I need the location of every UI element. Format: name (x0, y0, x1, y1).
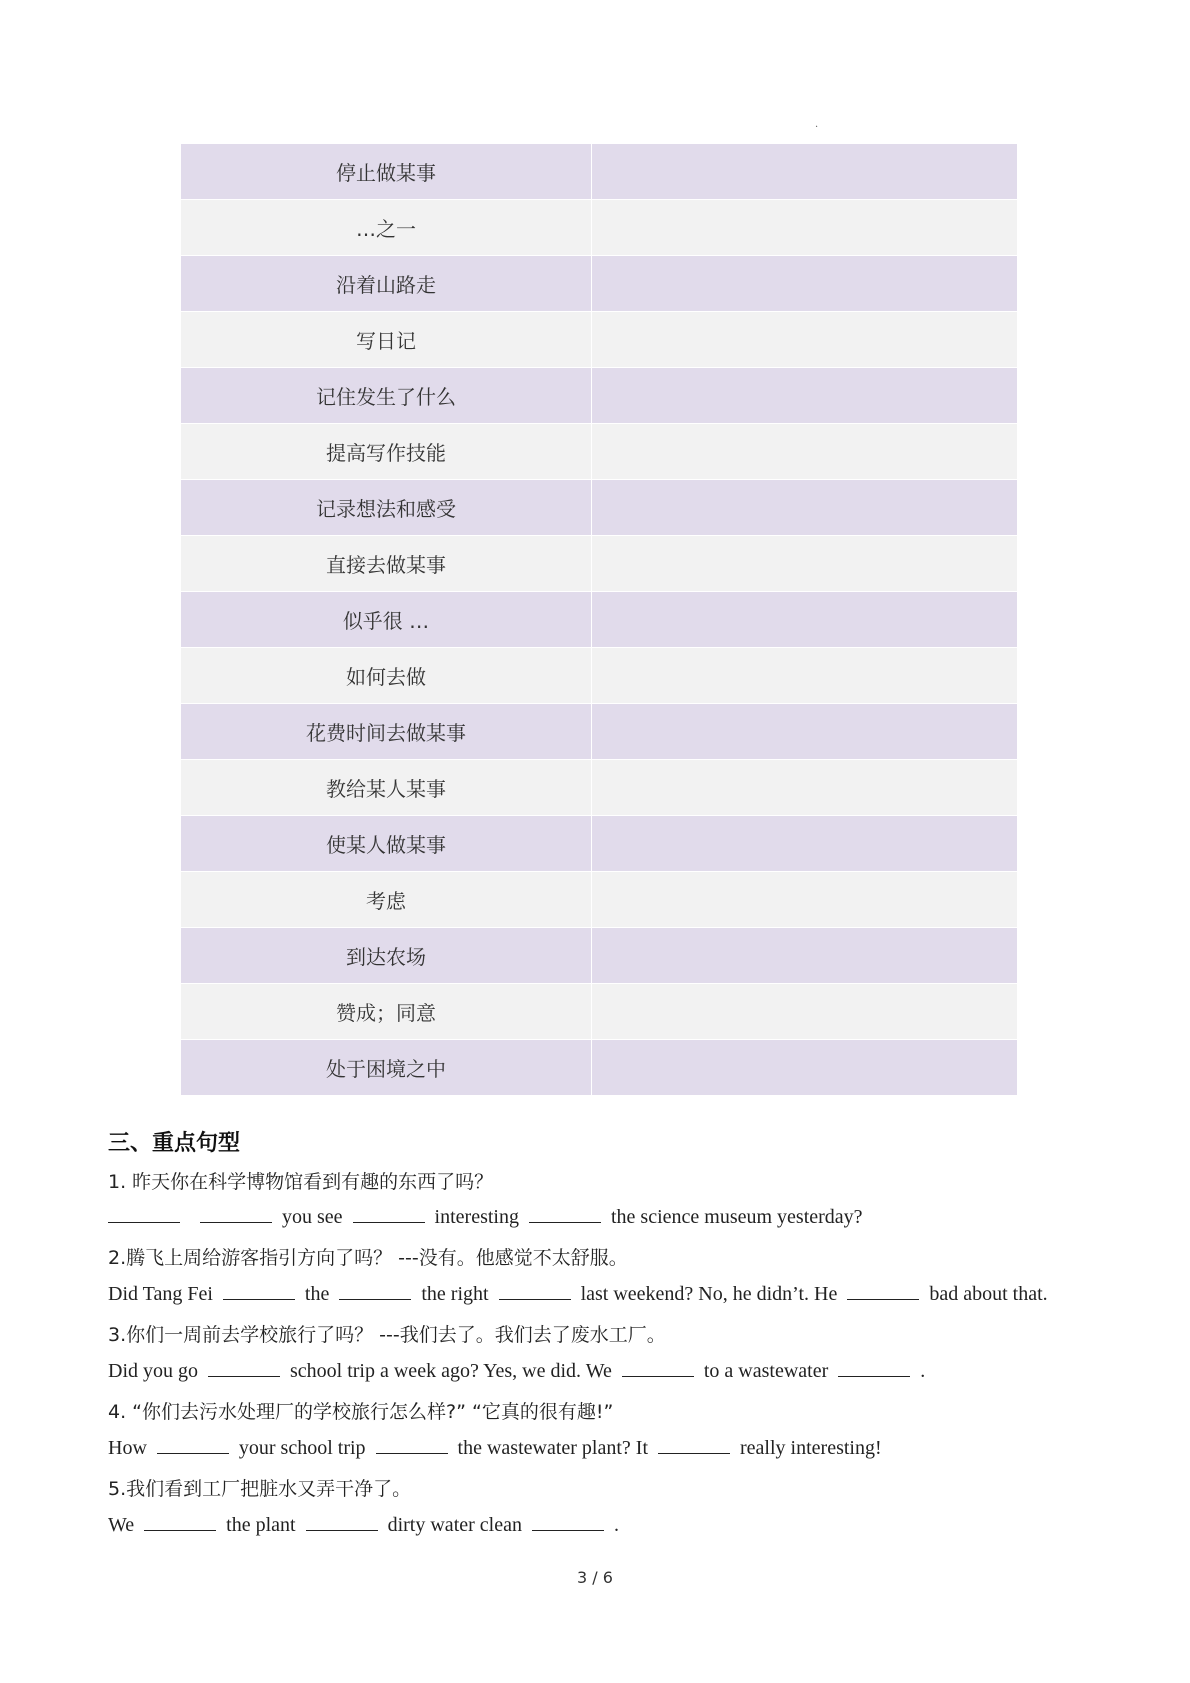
answer-blank[interactable] (622, 1375, 694, 1377)
answer-text-segment: dirty water clean (387, 1514, 522, 1536)
answer-text-segment: the plant (226, 1514, 296, 1536)
vocab-chinese-cell: 赞成；同意 (181, 984, 592, 1040)
answer-text-segment: school trip a week ago? Yes, we did. We (290, 1360, 612, 1382)
answer-blank[interactable] (529, 1221, 601, 1223)
vocab-chinese-cell: 如何去做 (181, 648, 592, 704)
vocab-answer-cell[interactable] (592, 312, 1018, 368)
vocab-answer-cell[interactable] (592, 424, 1018, 480)
answer-text-segment: interesting (434, 1206, 519, 1228)
answer-blank[interactable] (306, 1529, 378, 1531)
answer-blank[interactable] (353, 1221, 425, 1223)
vocab-chinese-cell: 花费时间去做某事 (181, 704, 592, 760)
vocab-row (181, 816, 1018, 872)
vocab-answer-cell[interactable] (592, 704, 1018, 760)
vocab-answer-cell[interactable] (592, 256, 1018, 312)
vocab-row (181, 984, 1018, 1040)
answer-blank[interactable] (144, 1529, 216, 1531)
vocab-answer-cell[interactable] (592, 144, 1018, 200)
vocab-answer-cell[interactable] (592, 536, 1018, 592)
answer-text-segment: your school trip (238, 1437, 366, 1459)
answer-text-segment: to a wastewater (703, 1360, 829, 1382)
answer-blank[interactable] (208, 1375, 280, 1377)
vocab-chinese-cell: 记录想法和感受 (181, 480, 592, 536)
vocab-row (181, 200, 1018, 256)
answer-line (108, 1360, 925, 1383)
vocab-row (181, 144, 1018, 200)
answer-blank[interactable] (157, 1452, 229, 1454)
vocab-row (181, 648, 1018, 704)
vocab-chinese-cell: 使某人做某事 (181, 816, 592, 872)
answer-line (108, 1206, 863, 1229)
vocab-answer-cell[interactable] (592, 872, 1018, 928)
vocab-row (181, 1040, 1018, 1096)
answer-text-segment: . (920, 1360, 926, 1382)
answer-blank[interactable] (376, 1452, 448, 1454)
answer-blank[interactable] (499, 1298, 571, 1300)
vocab-row (181, 312, 1018, 368)
vocab-chinese-cell: 写日记 (181, 312, 592, 368)
question-prompt: 3.你们一周前去学校旅行了吗？ ---我们去了。我们去了废水工厂。 (108, 1324, 666, 1346)
vocab-chinese-cell: …之一 (181, 200, 592, 256)
answer-text-segment: bad about that. (929, 1283, 1048, 1305)
vocab-row (181, 536, 1018, 592)
answer-text-segment: How (108, 1437, 147, 1459)
vocab-chinese-cell: 教给某人某事 (181, 760, 592, 816)
vocab-row (181, 928, 1018, 984)
question-prompt: 5.我们看到工厂把脏水又弄干净了。 (108, 1478, 412, 1500)
answer-text-segment: the (304, 1283, 330, 1305)
vocab-answer-cell[interactable] (592, 648, 1018, 704)
vocab-row (181, 368, 1018, 424)
answer-blank[interactable] (658, 1452, 730, 1454)
answer-blank[interactable] (200, 1221, 272, 1223)
answer-line (108, 1437, 882, 1460)
vocab-row (181, 424, 1018, 480)
vocab-chinese-cell: 沿着山路走 (181, 256, 592, 312)
answer-text-segment: really interesting! (740, 1437, 882, 1459)
answer-text-segment: the wastewater plant? It (457, 1437, 649, 1459)
answer-blank[interactable] (223, 1298, 295, 1300)
vocab-answer-cell[interactable] (592, 1040, 1018, 1096)
vocab-answer-cell[interactable] (592, 760, 1018, 816)
vocab-chinese-cell: 考虑 (181, 872, 592, 928)
vocab-table (180, 143, 1018, 1096)
section-title: 三、重点句型 (108, 1131, 241, 1156)
answer-text-segment: . (613, 1514, 619, 1536)
vocab-chinese-cell: 处于困境之中 (181, 1040, 592, 1096)
vocab-chinese-cell: 记住发生了什么 (181, 368, 592, 424)
vocab-row (181, 480, 1018, 536)
vocab-answer-cell[interactable] (592, 480, 1018, 536)
answer-line (108, 1514, 619, 1537)
vocab-chinese-cell: 直接去做某事 (181, 536, 592, 592)
answer-blank[interactable] (532, 1529, 604, 1531)
vocab-answer-cell[interactable] (592, 200, 1018, 256)
answer-text-segment: last weekend? No, he didn’t. He (580, 1283, 838, 1305)
vocab-answer-cell[interactable] (592, 984, 1018, 1040)
question-prompt: 4. “你们去污水处理厂的学校旅行怎么样?” “它真的很有趣!” (108, 1401, 614, 1423)
answer-blank[interactable] (838, 1375, 910, 1377)
vocab-row (181, 760, 1018, 816)
answer-blank[interactable] (108, 1221, 180, 1223)
vocab-row (181, 256, 1018, 312)
stray-dot: · (815, 122, 819, 133)
vocab-row (181, 704, 1018, 760)
answer-text-segment: Did you go (108, 1360, 198, 1382)
vocab-chinese-cell: 到达农场 (181, 928, 592, 984)
vocab-chinese-cell: 似乎很 … (181, 592, 592, 648)
answer-text-segment: the right (421, 1283, 489, 1305)
vocab-row (181, 592, 1018, 648)
answer-blank[interactable] (847, 1298, 919, 1300)
answer-line (108, 1283, 1048, 1306)
vocab-answer-cell[interactable] (592, 816, 1018, 872)
vocab-answer-cell[interactable] (592, 592, 1018, 648)
answer-text-segment: Did Tang Fei (108, 1283, 213, 1305)
answer-blank[interactable] (339, 1298, 411, 1300)
answer-text-segment: We (108, 1514, 135, 1536)
answer-text-segment: the science museum yesterday? (610, 1206, 863, 1228)
page-number: 3 / 6 (577, 1568, 613, 1587)
vocab-answer-cell[interactable] (592, 368, 1018, 424)
question-prompt: 2.腾飞上周给游客指引方向了吗？ ---没有。他感觉不太舒服。 (108, 1247, 628, 1269)
vocab-row (181, 872, 1018, 928)
answer-text-segment: you see (282, 1206, 343, 1228)
vocab-chinese-cell: 停止做某事 (181, 144, 592, 200)
vocab-answer-cell[interactable] (592, 928, 1018, 984)
question-prompt: 1. 昨天你在科学博物馆看到有趣的东西了吗？ (108, 1171, 494, 1193)
vocab-chinese-cell: 提高写作技能 (181, 424, 592, 480)
